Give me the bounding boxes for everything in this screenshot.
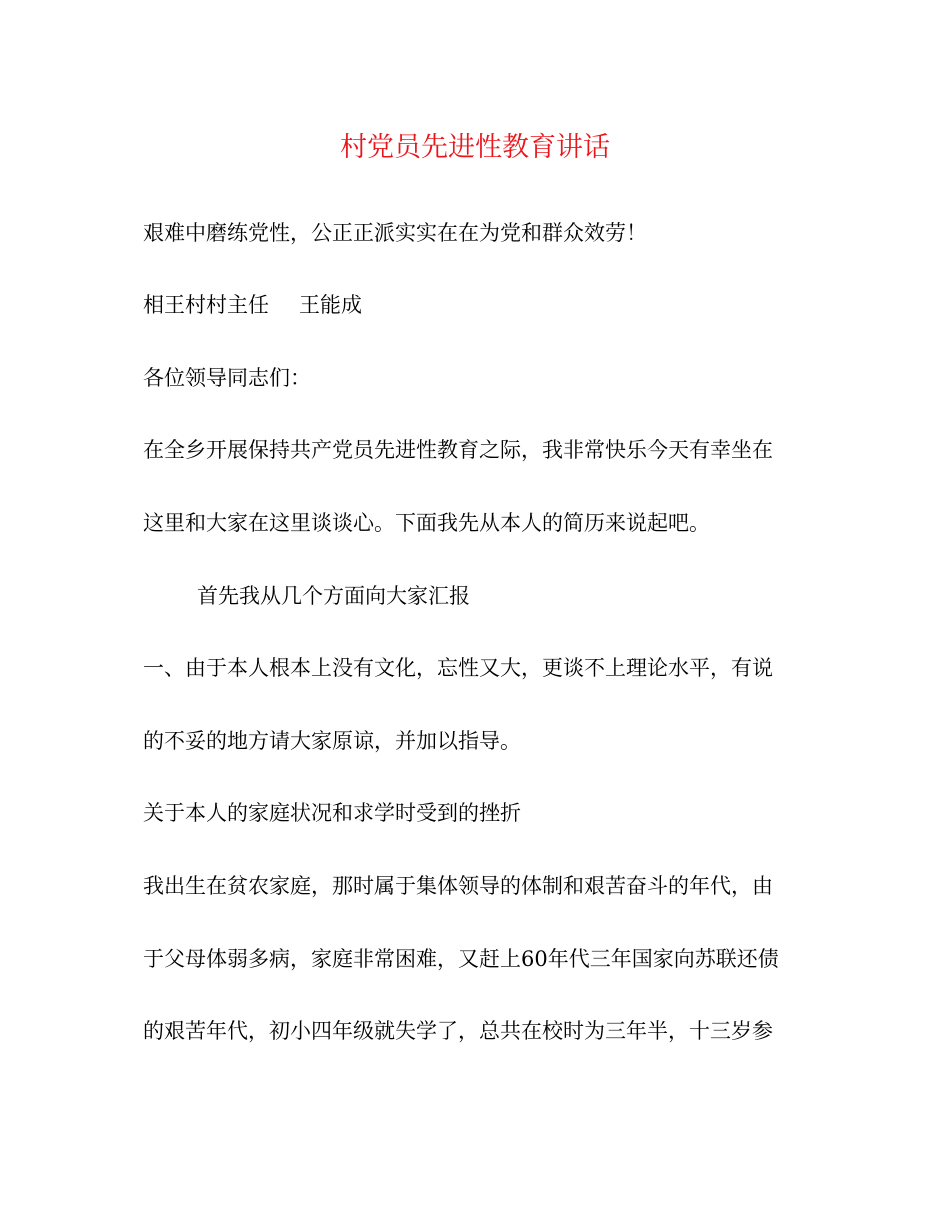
paragraph-line-4: 一、由于本人根本上没有文化，忘性又大，更谈不上理论水平，有说 <box>143 656 773 680</box>
subtitle-line: 艰难中磨练党性，公正正派实实在在为党和群众效劳！ <box>143 221 647 245</box>
paragraph-line-5: 的不妥的地方请大家原谅，并加以指导。 <box>143 729 521 753</box>
author-line <box>143 290 362 320</box>
paragraph-line-3: 首先我从几个方面向大家汇报 <box>197 584 470 608</box>
author-name: 王能成 <box>299 293 362 317</box>
author-role: 相王村村主任 <box>143 293 269 317</box>
paragraph-line-1: 在全乡开展保持共产党员先进性教育之际，我非常快乐今天有幸坐在 <box>143 438 773 462</box>
section-heading: 关于本人的家庭状况和求学时受到的挫折 <box>143 801 521 825</box>
paragraph-line-8: 于父母体弱多病，家庭非常困难，又赶上60年代三年国家向苏联还债 <box>143 947 779 971</box>
paragraph-line-9: 的艰苦年代，初小四年级就失学了，总共在校时为三年半，十三岁参 <box>143 1019 773 1043</box>
document-title: 村党员先进性教育讲话 <box>340 132 610 163</box>
paragraph-line-7: 我出生在贫农家庭，那时属于集体领导的体制和艰苦奋斗的年代，由 <box>143 874 773 898</box>
salutation-line: 各位领导同志们： <box>143 366 311 390</box>
paragraph-line-2: 这里和大家在这里谈谈心。下面我先从本人的简历来说起吧。 <box>143 511 710 535</box>
